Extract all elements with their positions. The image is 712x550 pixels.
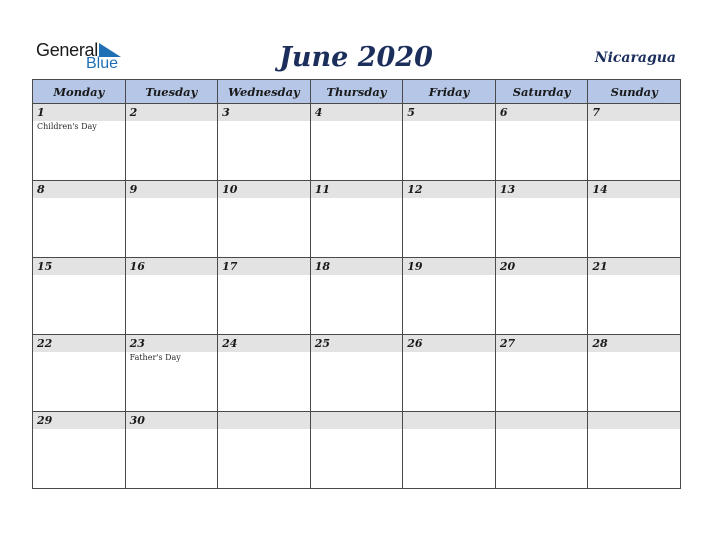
day-cell [125, 258, 218, 335]
day-cell [218, 104, 311, 181]
day-number: 30 [129, 414, 145, 427]
day-number: 25 [314, 337, 330, 350]
holiday-label: Father's Day [129, 353, 181, 362]
day-number: 18 [314, 260, 330, 273]
day-number: 15 [37, 260, 53, 273]
day-number: 14 [592, 183, 608, 196]
day-number-band [496, 258, 588, 275]
day-number-band [588, 335, 680, 352]
day-cell [33, 181, 126, 258]
day-number: 6 [499, 106, 508, 119]
day-number-band [496, 181, 588, 198]
day-number-band [126, 412, 218, 429]
logo-general-text: General [36, 40, 98, 60]
day-number-band [218, 181, 310, 198]
day-cell [33, 104, 126, 181]
day-cell [403, 335, 496, 412]
day-cell [495, 258, 588, 335]
day-cell [218, 335, 311, 412]
day-number-band [588, 104, 680, 121]
day-cell [403, 181, 496, 258]
day-cell [588, 335, 681, 412]
day-number-band [311, 258, 403, 275]
day-number-band [403, 335, 495, 352]
day-number-band [403, 181, 495, 198]
weekday-tuesday: Tuesday [125, 80, 218, 104]
day-number-band [496, 104, 588, 121]
day-number-band [218, 412, 310, 429]
day-number-band [496, 335, 588, 352]
day-number-band [218, 335, 310, 352]
day-cell [495, 335, 588, 412]
day-cell [310, 181, 403, 258]
week-row [33, 104, 681, 181]
week-row [33, 335, 681, 412]
day-number: 13 [499, 183, 516, 196]
day-cell [310, 412, 403, 489]
day-cell [125, 181, 218, 258]
day-number: 21 [592, 260, 608, 273]
day-cell [588, 258, 681, 335]
day-number-band [403, 104, 495, 121]
day-number: 20 [499, 260, 516, 273]
day-cell [403, 258, 496, 335]
day-number-band [33, 335, 125, 352]
day-cell [33, 335, 126, 412]
day-number: 16 [129, 260, 145, 273]
day-number-band [403, 412, 495, 429]
day-number: 22 [37, 337, 53, 350]
weekday-wednesday: Wednesday [218, 80, 311, 104]
weekday-thursday: Thursday [310, 80, 403, 104]
day-cell [310, 335, 403, 412]
day-cell [33, 412, 126, 489]
day-number-band [126, 181, 218, 198]
day-number-band [33, 181, 125, 198]
day-number: 1 [37, 106, 45, 119]
day-cell [403, 104, 496, 181]
day-number: 17 [222, 260, 238, 273]
day-cell [125, 104, 218, 181]
weekday-saturday: Saturday [495, 80, 588, 104]
day-cell [495, 412, 588, 489]
day-number: 29 [37, 414, 53, 427]
day-cell [495, 104, 588, 181]
day-number-band [588, 181, 680, 198]
day-cell [403, 412, 496, 489]
weekday-header-row [33, 80, 681, 104]
week-row [33, 412, 681, 489]
calendar-grid [32, 79, 681, 489]
day-number-band [218, 258, 310, 275]
day-number-band [588, 412, 680, 429]
day-cell [33, 258, 126, 335]
day-cell [310, 104, 403, 181]
day-number: 26 [407, 337, 423, 350]
day-number: 11 [314, 183, 330, 196]
month-title: June 2020 [279, 42, 433, 73]
day-number: 23 [129, 337, 145, 350]
country-name: Nicaragua [594, 50, 676, 66]
day-number-band [311, 104, 403, 121]
day-number: 12 [407, 183, 423, 196]
day-cell [310, 258, 403, 335]
day-number-band [496, 412, 588, 429]
day-number: 24 [222, 337, 238, 350]
day-number-band [311, 181, 403, 198]
day-cell [218, 258, 311, 335]
day-number-band [126, 104, 218, 121]
weekday-friday: Friday [403, 80, 496, 104]
day-number-band [33, 104, 125, 121]
day-number: 19 [407, 260, 423, 273]
holiday-label: Children's Day [37, 122, 97, 131]
day-number-band [33, 412, 125, 429]
day-number-band [311, 335, 403, 352]
day-number-band [311, 412, 403, 429]
day-cell [218, 181, 311, 258]
week-row [33, 258, 681, 335]
weekday-sunday: Sunday [588, 80, 681, 104]
day-number: 4 [314, 106, 323, 119]
day-number: 3 [222, 106, 230, 119]
day-number: 28 [592, 337, 608, 350]
day-number-band [403, 258, 495, 275]
day-number: 2 [129, 106, 138, 119]
day-cell [125, 412, 218, 489]
day-number-band [33, 258, 125, 275]
day-cell [495, 181, 588, 258]
day-cell [588, 412, 681, 489]
day-number-band [218, 104, 310, 121]
day-number-band [126, 258, 218, 275]
day-number: 7 [592, 106, 601, 119]
day-number: 5 [407, 106, 415, 119]
day-number: 8 [37, 183, 45, 196]
logo-blue-text: Blue [86, 55, 119, 72]
day-number: 9 [129, 183, 138, 196]
day-cell [588, 104, 681, 181]
weekday-monday: Monday [33, 80, 126, 104]
day-number: 10 [222, 183, 238, 196]
day-number: 27 [499, 337, 516, 350]
day-cell [588, 181, 681, 258]
day-number-band [126, 335, 218, 352]
day-number-band [588, 258, 680, 275]
day-cell [125, 335, 218, 412]
week-row [33, 181, 681, 258]
day-cell [218, 412, 311, 489]
